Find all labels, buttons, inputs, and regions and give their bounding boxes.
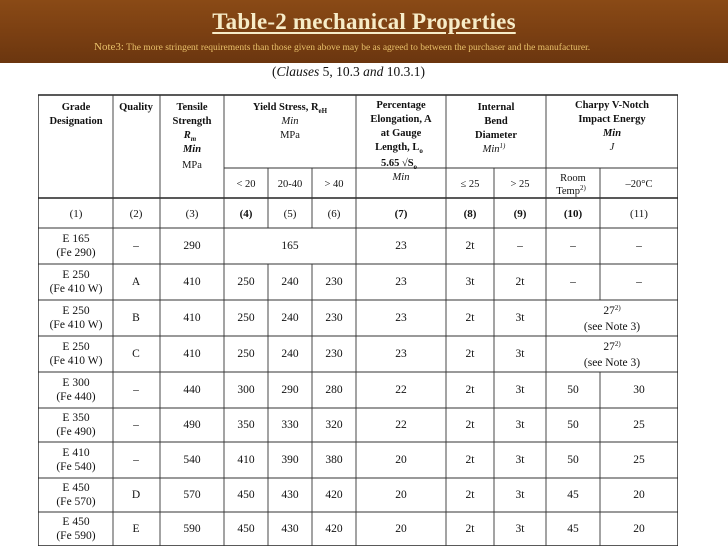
charpy-cell: 20: [633, 489, 645, 501]
yield-cell: 250: [237, 276, 255, 288]
charpy-span-value: 27: [603, 305, 615, 317]
bend-cell: 2t: [465, 454, 475, 466]
header-bend-4: Min$^{1)}$: [482, 142, 506, 155]
yield-cell: 450: [237, 489, 255, 501]
yield-cell: 390: [281, 454, 299, 466]
tensile-cell: 410: [183, 276, 201, 288]
elongation-cell: 22: [395, 384, 407, 396]
grade-alt-cell: (Fe 490): [56, 426, 96, 438]
note-lead: Note3:: [94, 41, 124, 53]
bend-cell: 3t: [515, 384, 525, 396]
tensile-cell: 490: [183, 419, 201, 431]
elongation-cell: 23: [395, 240, 407, 252]
sub-charpy-1: Room: [560, 173, 586, 184]
charpy-cell: –: [636, 240, 642, 252]
bend-cell: –: [517, 240, 523, 252]
col-number: (5): [283, 208, 297, 220]
charpy-span-note: (see Note 3): [583, 321, 641, 333]
quality-cell: D: [131, 489, 141, 501]
header-elong-formula: 5.65 √S: [380, 158, 414, 169]
yield-cell: 330: [281, 419, 299, 431]
charpy-cell: –: [570, 240, 576, 252]
yield-cell: 280: [325, 384, 343, 396]
elongation-cell: 20: [395, 523, 407, 535]
header-elong-4: Length, $L_o$: [375, 142, 423, 155]
charpy-span-cell: 27$^{2)}$: [603, 304, 621, 317]
charpy-span-cell: 27$^{2)}$: [603, 340, 621, 353]
charpy-cell: 45: [567, 523, 579, 535]
yield-cell: 290: [281, 384, 299, 396]
tensile-cell: 410: [183, 312, 201, 324]
tensile-cell: 440: [183, 384, 201, 396]
header-yield-label: Yield Stress, R: [252, 102, 319, 113]
header-elong-length: Length, L: [375, 142, 420, 153]
grade-cell: E 165: [62, 233, 90, 245]
grade-alt-cell: (Fe 290): [56, 247, 96, 259]
yield-cell: 380: [325, 454, 343, 466]
yield-cell: 410: [237, 454, 255, 466]
tensile-cell: 540: [183, 454, 201, 466]
grade-alt-cell: (Fe 570): [56, 496, 96, 508]
col-number: (6): [327, 208, 341, 220]
quality-cell: –: [133, 240, 139, 252]
col-number: (3): [185, 208, 199, 220]
grade-cell: E 450: [62, 516, 90, 528]
grade-cell: E 350: [62, 412, 90, 424]
quality-cell: A: [131, 276, 141, 288]
elongation-cell: 23: [395, 312, 407, 324]
grade-alt-cell: (Fe 590): [56, 530, 96, 542]
yield-cell: 450: [237, 523, 255, 535]
tensile-cell: 410: [183, 348, 201, 360]
tensile-cell: 290: [183, 240, 201, 252]
header-bend-3: Diameter: [475, 130, 517, 141]
table-row: [56, 516, 645, 542]
column-number-row: [70, 208, 649, 220]
grade-alt-cell: (Fe 440): [56, 391, 96, 403]
header-tensile-3: $R_m$: [183, 130, 197, 143]
grade-alt-cell: (Fe 410 W): [49, 355, 103, 367]
grade-cell: E 450: [62, 482, 90, 494]
sub-charpy-3: –20°C: [625, 179, 653, 190]
yield-cell: 350: [237, 419, 255, 431]
quality-cell: –: [133, 419, 139, 431]
header-quality: Quality: [119, 102, 153, 113]
header-elong-1: Percentage: [376, 100, 426, 111]
bend-cell: 3t: [515, 312, 525, 324]
mechanical-properties-table: [38, 88, 678, 546]
col-number: (4): [239, 208, 253, 220]
header-tensile-1: Tensile: [176, 102, 208, 113]
slide-title: Table-2 mechanical Properties: [212, 9, 516, 34]
elongation-cell: 23: [395, 348, 407, 360]
charpy-cell: 25: [633, 419, 645, 431]
clauses-word: Clauses: [276, 64, 320, 79]
quality-cell: –: [133, 384, 139, 396]
bend-cell: 3t: [465, 276, 475, 288]
note-line: [94, 41, 590, 53]
charpy-cell: 50: [567, 384, 579, 396]
grade-alt-cell: (Fe 540): [56, 461, 96, 473]
charpy-cell: 20: [633, 523, 645, 535]
sub-bend-2: > 25: [510, 179, 530, 190]
bend-cell: 3t: [515, 419, 525, 431]
header-charpy-4: J: [609, 142, 615, 153]
bend-cell: 3t: [515, 523, 525, 535]
sub-yield-3: > 40: [324, 179, 344, 190]
yield-cell: 320: [325, 419, 343, 431]
bend-cell: 2t: [465, 523, 475, 535]
header-bend-1: Internal: [477, 102, 515, 113]
yield-cell: 250: [237, 348, 255, 360]
yield-cell: 230: [325, 276, 343, 288]
charpy-cell: 25: [633, 454, 645, 466]
tensile-cell: 590: [183, 523, 201, 535]
bend-cell: 3t: [515, 348, 525, 360]
header-tensile-5: MPa: [182, 160, 202, 171]
charpy-span-value: 27: [603, 341, 615, 353]
table-row: [50, 340, 641, 369]
header-elong-2: Elongation, A: [370, 114, 432, 125]
header-tensile-2: Strength: [172, 116, 212, 127]
sub-yield-2: 20-40: [277, 179, 303, 190]
charpy-span-note: (see Note 3): [583, 357, 641, 369]
charpy-cell: 50: [567, 419, 579, 431]
header-bend-2: Bend: [484, 116, 508, 127]
sub-charpy-temp: Temp: [556, 186, 580, 197]
quality-cell: E: [132, 523, 140, 535]
header-tensile-r: R: [183, 130, 191, 141]
table-row: [56, 377, 645, 403]
grade-alt-cell: (Fe 410 W): [49, 319, 103, 331]
table-row: [50, 304, 641, 333]
header-grade-2: Designation: [49, 116, 103, 127]
header-grade-1: Grade: [61, 102, 91, 113]
header-bend-min: Min: [482, 144, 500, 155]
charpy-cell: 50: [567, 454, 579, 466]
charpy-cell: –: [636, 276, 642, 288]
header-yield-2: Min: [281, 116, 299, 127]
sub-yield-1: < 20: [236, 179, 256, 190]
quality-cell: B: [132, 312, 140, 324]
note-text: The more stringent requirements than those given above may be as agreed to between the purchaser and the manufacturer.: [123, 43, 591, 53]
yield-span-cell: 165: [281, 240, 299, 252]
col-number: (10): [563, 208, 583, 220]
clauses-last: 10.3.1: [386, 64, 421, 79]
yield-cell: 430: [281, 523, 299, 535]
title-banner: [0, 0, 728, 63]
col-number: (1): [69, 208, 83, 220]
header-charpy-1: Charpy V-Notch: [575, 100, 649, 111]
header-tensile-4: Min: [182, 144, 202, 155]
table-row: [56, 233, 642, 259]
table-row: [56, 447, 645, 473]
col-number: (8): [463, 208, 477, 220]
bend-cell: 2t: [465, 419, 475, 431]
header-charpy-3: Min: [602, 128, 622, 139]
bend-cell: 2t: [515, 276, 525, 288]
table-row: [56, 482, 645, 508]
col-number: (11): [630, 208, 648, 220]
tensile-cell: 570: [183, 489, 201, 501]
grade-cell: E 250: [62, 269, 90, 281]
bend-cell: 2t: [465, 312, 475, 324]
quality-cell: C: [132, 348, 140, 360]
yield-cell: 420: [325, 523, 343, 535]
table-row: [50, 269, 643, 295]
clauses-reference: (Clauses 5, 10.3 and 10.3.1): [272, 64, 426, 79]
bend-cell: 3t: [515, 489, 525, 501]
bend-cell: 2t: [465, 489, 475, 501]
sub-bend-1: ≤ 25: [460, 179, 480, 190]
sub-charpy-2: Temp$^{2)}$: [556, 184, 586, 197]
charpy-cell: –: [570, 276, 576, 288]
quality-cell: –: [133, 454, 139, 466]
charpy-cell: 30: [633, 384, 645, 396]
elongation-cell: 20: [395, 454, 407, 466]
grade-cell: E 410: [62, 447, 90, 459]
header-elong-6: Min: [392, 172, 410, 183]
yield-cell: 420: [325, 489, 343, 501]
grade-cell: E 250: [62, 341, 90, 353]
yield-cell: 240: [281, 312, 299, 324]
table-row: [56, 412, 645, 438]
header-yield-1: Yield Stress, $R_{eH}$: [252, 102, 328, 115]
header-yield-3: MPa: [280, 130, 300, 141]
header-elong-3: at Gauge: [380, 128, 422, 139]
elongation-cell: 23: [395, 276, 407, 288]
col-number: (2): [129, 208, 143, 220]
yield-cell: 430: [281, 489, 299, 501]
grade-alt-cell: (Fe 410 W): [49, 283, 103, 295]
bend-cell: 2t: [465, 348, 475, 360]
yield-cell: 230: [325, 312, 343, 324]
grade-cell: E 250: [62, 305, 90, 317]
yield-cell: 240: [281, 348, 299, 360]
grade-cell: E 300: [62, 377, 90, 389]
clauses-and: and: [363, 64, 384, 79]
bend-cell: 2t: [465, 240, 475, 252]
col-number: (7): [394, 208, 408, 220]
clauses-refs: 5, 10.3: [322, 64, 360, 79]
yield-cell: 250: [237, 312, 255, 324]
bend-cell: 2t: [465, 384, 475, 396]
bend-cell: 3t: [515, 454, 525, 466]
header-elong-5: 5.65 $√S_o$: [380, 158, 418, 171]
yield-cell: 230: [325, 348, 343, 360]
col-number: (9): [513, 208, 527, 220]
yield-cell: 240: [281, 276, 299, 288]
yield-cell: 300: [237, 384, 255, 396]
elongation-cell: 20: [395, 489, 407, 501]
charpy-cell: 45: [567, 489, 579, 501]
elongation-cell: 22: [395, 419, 407, 431]
header-charpy-2: Impact Energy: [578, 114, 646, 125]
